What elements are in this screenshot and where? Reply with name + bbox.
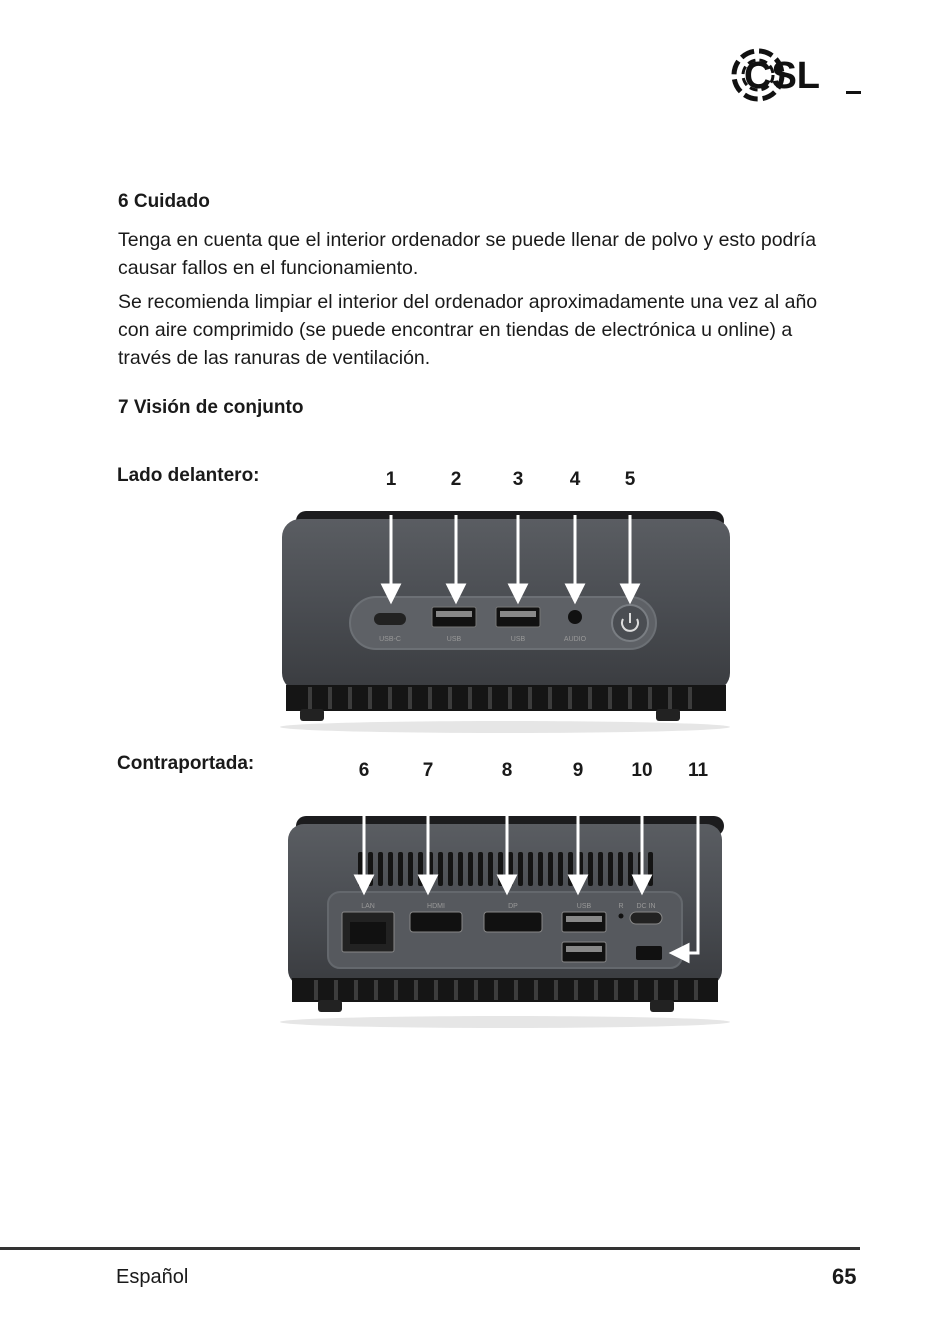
device-foot (650, 1000, 674, 1012)
footer-language: Español (116, 1266, 189, 1288)
footer-rule (0, 1247, 860, 1250)
back-number-row (0, 760, 950, 784)
paragraph-line: Se recomienda limpiar el interior del ordenador aproximadamente una vez al año (118, 291, 818, 313)
paragraph-line: través de las ranuras de ventilación. (118, 347, 431, 369)
port-label: LAN (361, 903, 375, 910)
callout-number: 3 (512, 469, 524, 490)
hdmi-port (410, 912, 462, 932)
callout-number: 8 (501, 760, 513, 781)
audio-jack (568, 610, 582, 624)
dp-port (484, 912, 542, 932)
callout-number: 2 (450, 469, 462, 490)
logo-text: CSL (744, 55, 820, 97)
front-number-row (0, 469, 950, 493)
callout-number: 6 (358, 760, 370, 781)
section-6-paragraph-1 (118, 226, 878, 282)
section-6-paragraph-2 (118, 288, 878, 372)
callout-number: 4 (569, 469, 581, 490)
kensington-lock (636, 946, 662, 960)
callout-number: 11 (687, 760, 709, 781)
port-label: USB (446, 636, 462, 643)
port-label: USB-C (379, 636, 401, 643)
csl-logo (728, 40, 863, 110)
front-panel-illustration (270, 505, 740, 735)
port-label: R (618, 903, 624, 910)
reset-hole (619, 914, 624, 919)
port-label: USB (576, 903, 592, 910)
callout-number: 1 (385, 469, 397, 490)
dc-in-port (630, 912, 662, 924)
page-number: 65 (832, 1264, 857, 1289)
back-panel-illustration (270, 812, 740, 1032)
device-foot (656, 709, 680, 721)
port-label: DC IN (636, 903, 656, 910)
paragraph-line: Tenga en cuenta que el interior ordenador se puede llenar de polvo y esto podría (118, 229, 817, 251)
front-label: Lado delantero: (117, 465, 260, 486)
section-6-heading: 6 Cuidado (118, 191, 210, 212)
callout-number: 5 (624, 469, 636, 490)
back-label: Contraportada: (117, 753, 255, 774)
paragraph-line: causar fallos en el funcionamiento. (118, 257, 419, 279)
port-label: AUDIO (563, 636, 587, 643)
section-7-heading: 7 Visión de conjunto (118, 397, 304, 418)
port-label: USB (510, 636, 526, 643)
port-label: HDMI (427, 903, 445, 910)
callout-number: 10 (631, 760, 653, 781)
callout-number: 9 (572, 760, 584, 781)
device-foot (300, 709, 324, 721)
callout-number: 7 (422, 760, 434, 781)
device-foot (318, 1000, 342, 1012)
paragraph-line: con aire comprimido (se puede encontrar en tiendas de electrónica u online) a (118, 319, 793, 341)
usb-c-port (374, 613, 406, 625)
port-label: DP (508, 903, 518, 910)
